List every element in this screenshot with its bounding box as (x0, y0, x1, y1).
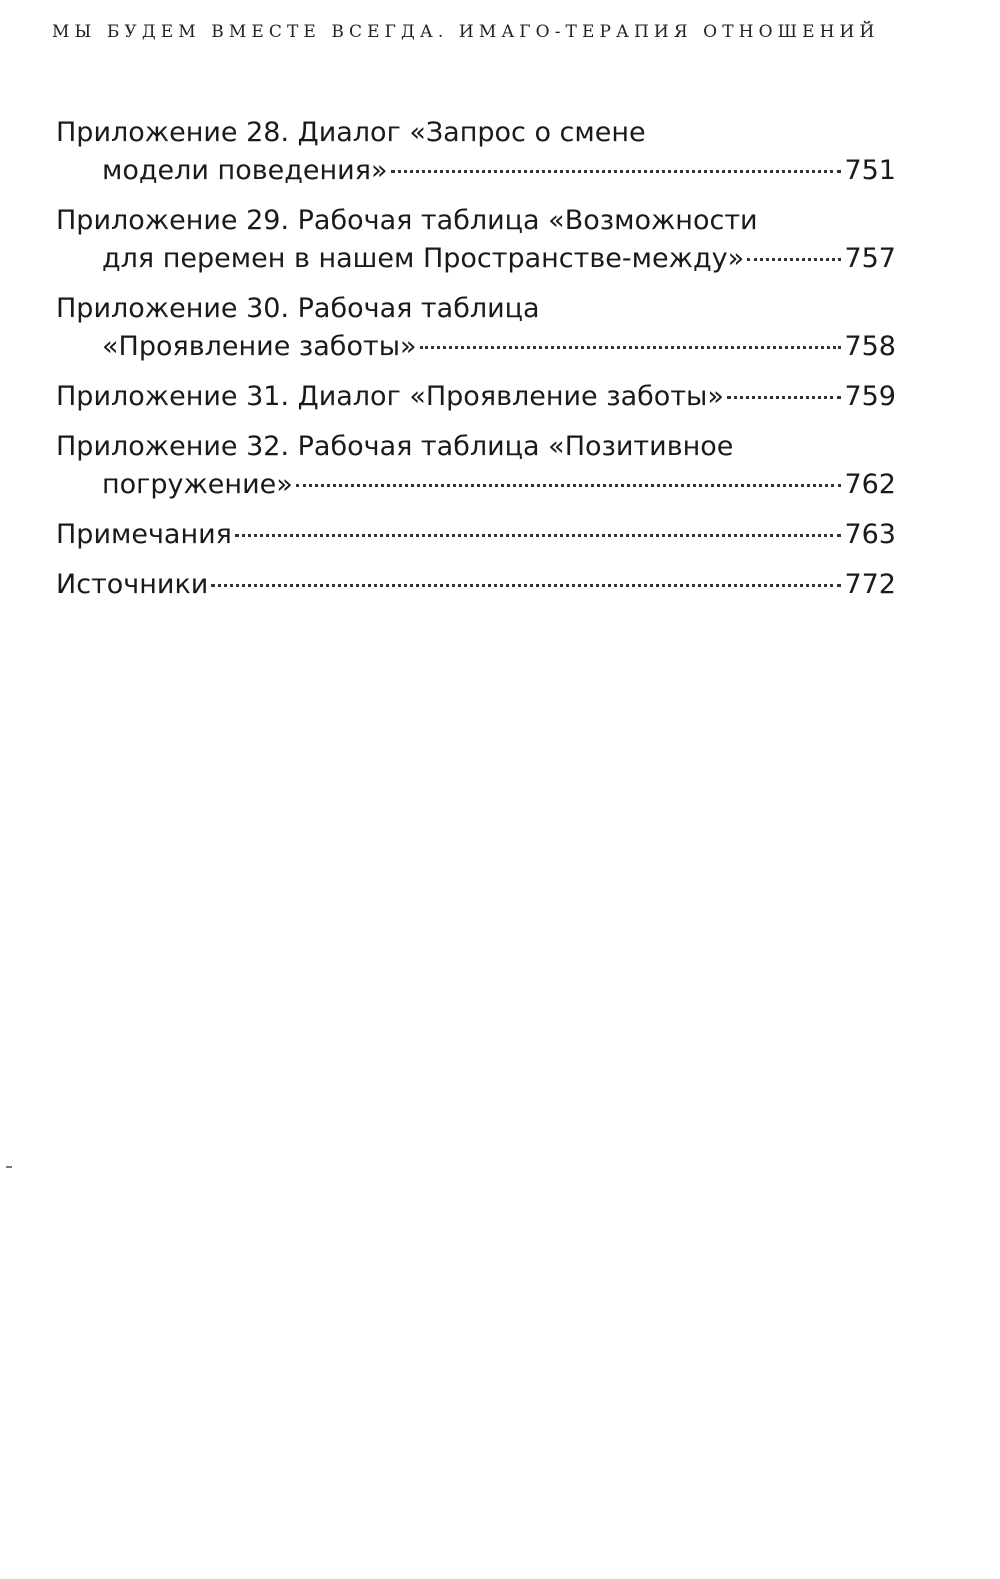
toc-entry-appendix-32[interactable] (56, 428, 896, 504)
toc-entry-title: Приложение 31. Диалог «Проявление заботы» (56, 381, 724, 412)
dot-leader (747, 258, 841, 261)
toc-entry-title-line: Приложение 28. Диалог «Запрос о смене (56, 117, 646, 148)
toc-entry-title-line: Приложение 29. Рабочая таблица «Возможности (56, 205, 758, 236)
toc-entry-title: Примечания (56, 519, 232, 550)
dot-leader (211, 584, 841, 587)
toc-page-number: 763 (844, 519, 896, 550)
dot-leader (296, 484, 842, 487)
toc-entry-title-line: Приложение 30. Рабочая таблица (56, 293, 540, 324)
toc-page-number: 772 (844, 569, 896, 600)
toc-page-number: 759 (844, 381, 896, 412)
toc-page-number: 757 (844, 243, 896, 274)
toc-entry-notes[interactable] (56, 516, 896, 554)
toc-entry-last-line (56, 566, 896, 604)
toc-entry-title-continuation: для перемен в нашем Пространстве-между» (102, 243, 745, 274)
toc-entry-appendix-30[interactable] (56, 290, 896, 366)
toc-entry-title: Источники (56, 569, 209, 600)
toc-entry-last-line (56, 152, 896, 190)
scan-edge-mark (6, 1166, 12, 1168)
toc-entry-title-continuation: «Проявление заботы» (102, 331, 417, 362)
toc-entry-last-line (56, 516, 896, 554)
toc-entry-last-line (56, 328, 896, 366)
toc-page-number: 758 (844, 331, 896, 362)
toc-page-number: 762 (844, 469, 896, 500)
dot-leader (391, 170, 842, 173)
toc-entry-sources[interactable] (56, 566, 896, 604)
running-head: МЫ БУДЕМ ВМЕСТЕ ВСЕГДА. ИМАГО-ТЕРАПИЯ ОТНОШЕНИЙ (52, 22, 880, 42)
toc-entry-title-continuation: погружение» (102, 469, 293, 500)
toc-entry-appendix-28[interactable] (56, 114, 896, 190)
toc-page-number: 751 (844, 155, 896, 186)
dot-leader (235, 534, 842, 537)
toc-entry-title-line: Приложение 32. Рабочая таблица «Позитивное (56, 431, 734, 462)
toc-entry-last-line (56, 378, 896, 416)
toc-entry-appendix-31[interactable] (56, 378, 896, 416)
table-of-contents (56, 114, 896, 616)
toc-entry-last-line (56, 466, 896, 504)
dot-leader (420, 346, 842, 349)
toc-entry-appendix-29[interactable] (56, 202, 896, 278)
toc-entry-last-line (56, 240, 896, 278)
dot-leader (727, 396, 842, 399)
toc-entry-title-continuation: модели поведения» (102, 155, 388, 186)
